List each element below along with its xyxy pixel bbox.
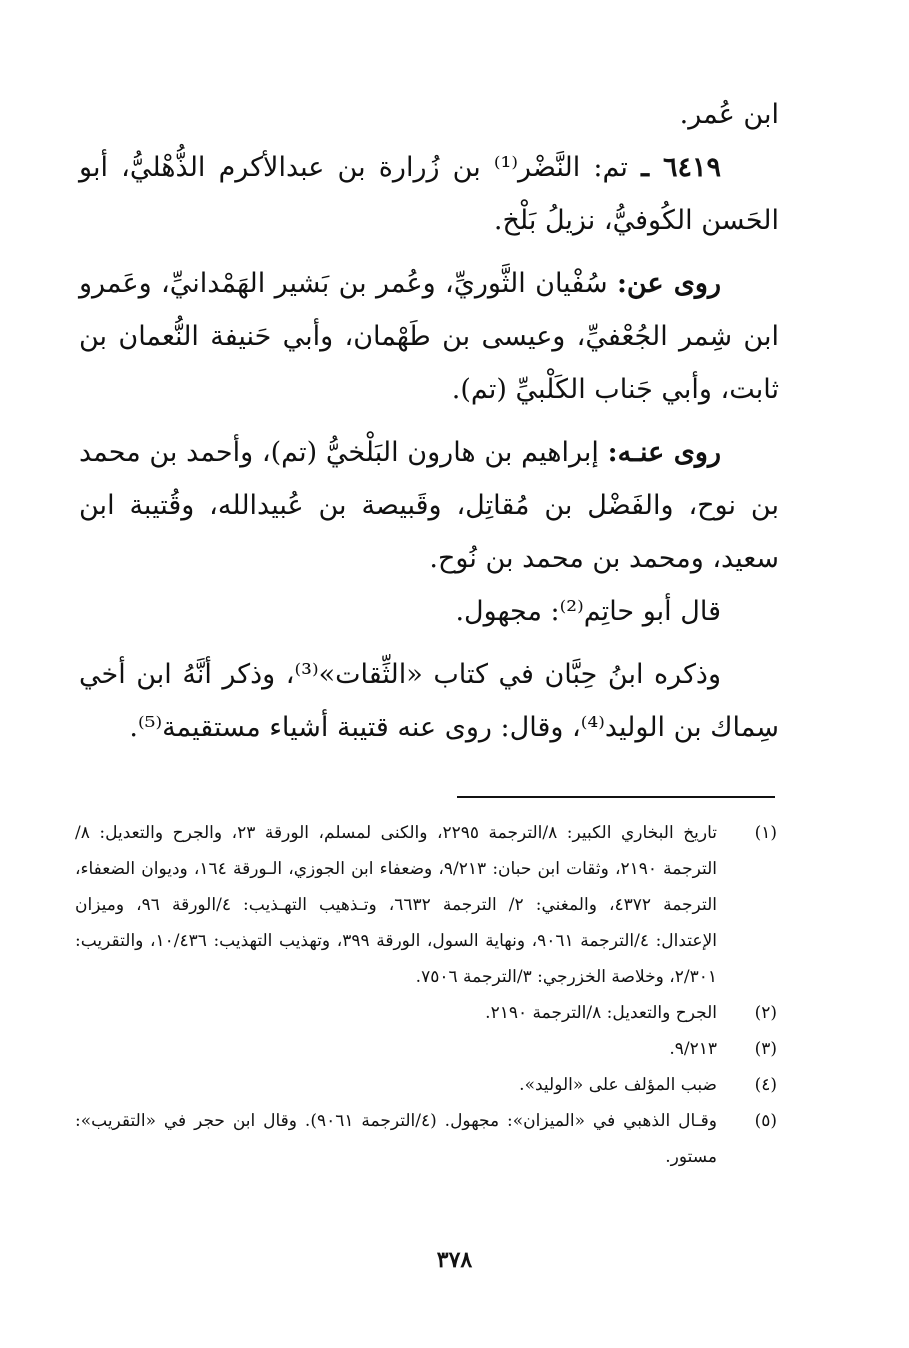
page-number: ٣٧٨	[436, 1247, 473, 1273]
previous-entry-tail: ابن عُمر.	[679, 99, 779, 130]
narrated-by-paragraph	[79, 426, 779, 585]
narrated-from-text: سُفْيان الثَّوريِّ، وعُمر بن بَشير الهَمْدانيِّ، وعَمرو ابن شِمر الجُعْفيِّ، وعيسى بن طَهْمان، وأبي حَنيفة النُّعمان بن ثابت، وأبي جَناب الكَلْبيِّ (تم).	[79, 268, 779, 405]
footnote-text: ضبب المؤلف على «الوليد».	[519, 1075, 717, 1095]
footnote	[75, 995, 777, 1031]
entry-number: ٦٤١٩ ـ	[641, 152, 722, 183]
footnote	[75, 1067, 777, 1103]
footnote	[75, 1103, 777, 1175]
footnote-separator	[457, 796, 775, 798]
ibn-hibban-paragraph: وذكره ابنُ حِبَّان في كتاب «الثِّقات»⁽³⁾، وذكر أنَّهُ ابن أخي سِماك بن الوليد⁽⁴⁾، وقال: روى عنه قتيبة أشياء مستقيمة⁽⁵⁾.	[79, 659, 779, 743]
footnote-text: وقـال الذهبي في «الميزان»: مجهول. (٤/الترجمة ٩٠٦١). وقال ابن حجر في «التقريب»: مستور.	[75, 1111, 717, 1167]
footnote-text: تاريخ البخاري الكبير: ٨/الترجمة ٢٢٩٥، والكنى لمسلم، الورقة ٢٣، والجرح والتعديل: ٨/الترجمة ٢١٩٠، وثقات ابن حبان: ٩/٢١٣، وضعفاء ابن الجوزي، الـورقة ١٦٤، وديوان الضعفاء، الترجمة ٤٣٧٢، والمغني: ٢/ الترجمة ٦٦٣٢، وتـذهيب التهـذيب: ٤/الورقة ٩٦، وميزان الإعتدال: ٤/الترجمة ٩٠٦١، ونهاية السول، الورقة ٣٩٩، وتهذيب التهذيب: ١٠/٤٣٦، والتقريب: ٢/٣٠١، وخلاصة الخزرجي: ٣/الترجمة ٧٥٠٦.	[75, 823, 718, 987]
narrated-from-label: روى عن:	[616, 268, 721, 299]
footnote-number: (١)	[754, 823, 777, 843]
footnote-number: (٢)	[754, 1003, 777, 1023]
narrated-by-text: إبراهيم بن هارون البَلْخيُّ (تم)، وأحمد بن محمد بن نوح، والفَضْل بن مُقاتِل، وقَبيصة بن عُبيدالله، وقُتيبة ابن سعيد، ومحمد بن محمد بن نُوح.	[79, 437, 779, 574]
narrated-from-paragraph	[79, 257, 779, 416]
entry-text: تم: النَّضْر⁽¹⁾ بن زُرارة بن عبدالأكرم الذُّهْليُّ، أبو الحَسن الكُوفيُّ، نزيلُ بَلْخ.	[79, 152, 779, 236]
footnote-text: الجرح والتعديل: ٨/الترجمة ٢١٩٠.	[485, 1003, 717, 1023]
footnote-number: (٥)	[754, 1111, 777, 1131]
footnotes	[75, 815, 777, 1175]
footnote	[75, 1031, 777, 1067]
main-text	[79, 88, 779, 764]
footnote-number: (٣)	[754, 1039, 777, 1059]
abu-hatim-statement: قال أبو حاتِم⁽²⁾: مجهول.	[455, 596, 721, 627]
footnote-text: ٩/٢١٣.	[669, 1039, 717, 1059]
footnote	[75, 815, 777, 995]
footnote-number: (٤)	[754, 1075, 777, 1095]
entry-heading	[79, 141, 779, 247]
narrated-by-label: روى عنـه:	[607, 437, 721, 468]
